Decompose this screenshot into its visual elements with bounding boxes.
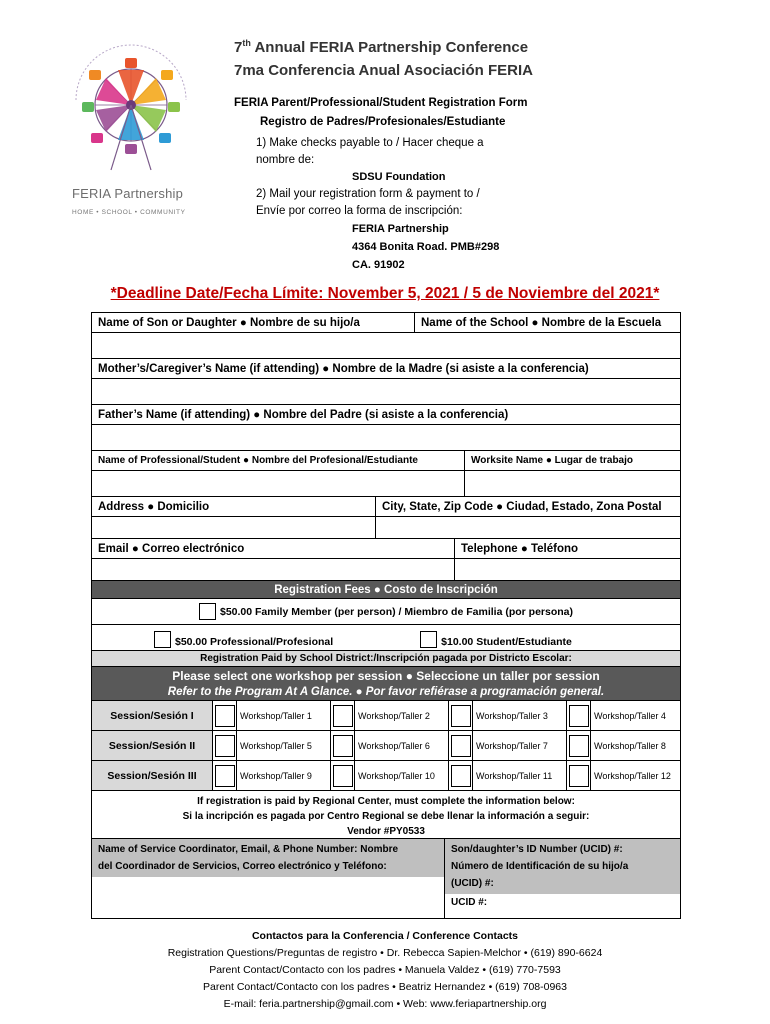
workshop-12-checkbox[interactable] — [569, 765, 589, 787]
workshop-label: Workshop/Taller 1 — [236, 701, 330, 730]
workshop-label: Workshop/Taller 10 — [354, 761, 448, 790]
phone-label: Telephone ● Teléfono — [454, 539, 680, 558]
address-input[interactable] — [92, 517, 375, 538]
worksite-input[interactable] — [464, 471, 680, 496]
paid-district-label: Registration Paid by School District:/Inscripción pagada por Districto Escolar: — [92, 651, 680, 666]
workshop-label: Workshop/Taller 9 — [236, 761, 330, 790]
contact-line: Registration Questions/Preguntas de registro • Dr. Rebecca Sapien-Melchor • (619) 890-6624 — [167, 947, 603, 959]
fee-family-label: $50.00 Family Member (per person) / Miembro de Familia (por persona) — [219, 605, 573, 618]
workshop-5-checkbox[interactable] — [215, 735, 235, 757]
step1-line2: nombre de: — [256, 154, 315, 166]
workshop-7-checkbox[interactable] — [451, 735, 471, 757]
son-school-input[interactable] — [92, 333, 680, 358]
session-label: Session/Sesión I — [92, 701, 212, 730]
workshop-11-checkbox[interactable] — [451, 765, 471, 787]
mail-address-line2: 4364 Bonita Road. PMB#298 — [352, 241, 500, 253]
ucid-input-label[interactable]: UCID #: — [451, 897, 488, 908]
professional-input[interactable] — [92, 471, 464, 496]
fee-options — [92, 625, 680, 650]
fee-professional-label: $50.00 Professional/Profesional — [175, 636, 334, 648]
fee-family-checkbox[interactable] — [199, 603, 216, 620]
step2-line1: 2) Mail your registration form & payment to / — [256, 188, 480, 200]
workshop-label: Workshop/Taller 2 — [354, 701, 448, 730]
mother-label: Mother’s/Caregiver’s Name (if attending) ● Nombre de la Madre (si asiste a la conferencia) — [98, 362, 589, 375]
fee-professional-option[interactable] — [154, 631, 333, 648]
session-row-3 — [92, 761, 680, 791]
session-label: Session/Sesión II — [92, 731, 212, 760]
workshop-10-checkbox[interactable] — [333, 765, 353, 787]
form-title-es: Registro de Padres/Profesionales/Estudiante — [260, 116, 506, 128]
fee-student-checkbox[interactable] — [420, 631, 437, 648]
workshop-8-checkbox[interactable] — [569, 735, 589, 757]
workshop-header-line2: Refer to the Program At A Glance. ● Por favor refiérase a programación general. — [167, 685, 605, 698]
step1-line1: 1) Make checks payable to / Hacer cheque a — [256, 137, 484, 149]
mother-input[interactable] — [92, 379, 680, 404]
logo-tagline: HOME • SCHOOL • COMMUNITY — [72, 209, 186, 216]
contact-line: Parent Contact/Contacto con los padres • Beatriz Hernandez • (619) 708-0963 — [203, 981, 567, 993]
workshop-2-checkbox[interactable] — [333, 705, 353, 727]
deadline: *Deadline Date/Fecha Límite: November 5, 2021 / 5 de Noviembre del 2021* — [110, 285, 660, 302]
worksite-label: Worksite Name ● Lugar de trabajo — [464, 451, 680, 470]
conference-title-en: 7th Annual FERIA Partnership Conference — [234, 38, 529, 56]
workshop-label: Workshop/Taller 5 — [236, 731, 330, 760]
workshop-label: Workshop/Taller 12 — [590, 761, 680, 790]
workshop-3-checkbox[interactable] — [451, 705, 471, 727]
workshop-9-checkbox[interactable] — [215, 765, 235, 787]
fee-student-label: $10.00 Student/Estudiante — [441, 636, 572, 648]
phone-input[interactable] — [454, 559, 680, 580]
father-input[interactable] — [92, 425, 680, 450]
workshop-label: Workshop/Taller 3 — [472, 701, 566, 730]
registration-form — [91, 312, 681, 919]
professional-label: Name of Professional/Student ● Nombre del Profesional/Estudiante — [98, 455, 418, 466]
workshop-label: Workshop/Taller 6 — [354, 731, 448, 760]
mail-address-line3: CA. 91902 — [352, 259, 405, 271]
fee-family-option[interactable] — [92, 599, 680, 624]
workshop-1-checkbox[interactable] — [215, 705, 235, 727]
payee: SDSU Foundation — [352, 171, 446, 183]
ucid-label: Son/daughter’s ID Number (UCID) #: Número de Identificación de su hijo/a (UCID) #: — [445, 839, 680, 894]
workshop-label: Workshop/Taller 4 — [590, 701, 680, 730]
email-label: Email ● Correo electrónico — [98, 542, 245, 555]
fee-student-option[interactable] — [420, 631, 572, 648]
workshop-header-line1: Please select one workshop per session ● Seleccione un taller por session — [172, 668, 600, 683]
workshop-label: Workshop/Taller 7 — [472, 731, 566, 760]
city-input[interactable] — [375, 517, 680, 538]
workshop-label: Workshop/Taller 11 — [472, 761, 566, 790]
son-label: Name of Son or Daughter ● Nombre de su hijo/a — [98, 316, 360, 329]
email-input[interactable] — [92, 559, 454, 580]
regional-center-notice — [92, 791, 680, 838]
session-row-1 — [92, 701, 680, 731]
fee-professional-checkbox[interactable] — [154, 631, 171, 648]
step2-line2: Envíe por correo la forma de inscripción: — [256, 205, 463, 217]
regional-line2: Si la incripción es pagada por Centro Regional se debe llenar la información a seguir: — [182, 811, 590, 822]
conference-contacts — [95, 928, 675, 1013]
school-label: Name of the School ● Nombre de la Escuela — [414, 313, 680, 332]
regional-line1: If registration is paid by Regional Center, must complete the information below: — [197, 796, 575, 807]
workshop-4-checkbox[interactable] — [569, 705, 589, 727]
ucid-cell — [444, 839, 680, 918]
workshop-label: Workshop/Taller 8 — [590, 731, 680, 760]
session-label: Session/Sesión III — [92, 761, 212, 790]
contacts-header: Contactos para la Conferencia / Conference Contacts — [251, 930, 519, 942]
workshop-header — [92, 667, 680, 700]
fees-header: Registration Fees ● Costo de Inscripción — [92, 581, 680, 598]
coordinator-label: Name of Service Coordinator, Email, & Phone Number: Nombre del Coordinador de Servicios, Correo electrónico y Teléfono: — [92, 839, 444, 877]
vendor-number: Vendor #PY0533 — [347, 826, 425, 837]
coordinator-cell — [92, 839, 444, 918]
father-label: Father’s Name (if attending) ● Nombre del Padre (si asiste a la conferencia) — [98, 408, 509, 421]
contact-line: Parent Contact/Contacto con los padres • Manuela Valdez • (619) 770-7593 — [209, 964, 561, 976]
form-title-en: FERIA Parent/Professional/Student Registration Form — [234, 97, 528, 109]
mail-address-line1: FERIA Partnership — [352, 223, 449, 235]
conference-title-es: 7ma Conferencia Anual Asociación FERIA — [234, 62, 533, 79]
coordinator-input[interactable] — [92, 877, 444, 918]
workshop-6-checkbox[interactable] — [333, 735, 353, 757]
session-row-2 — [92, 731, 680, 761]
contact-email-web[interactable]: E-mail: feria.partnership@gmail.com • Web: www.feriapartnership.org — [223, 998, 547, 1010]
city-label: City, State, Zip Code ● Ciudad, Estado, Zona Postal — [375, 497, 680, 516]
logo-name: FERIA Partnership — [72, 186, 184, 201]
address-label: Address ● Domicilio — [98, 500, 210, 513]
